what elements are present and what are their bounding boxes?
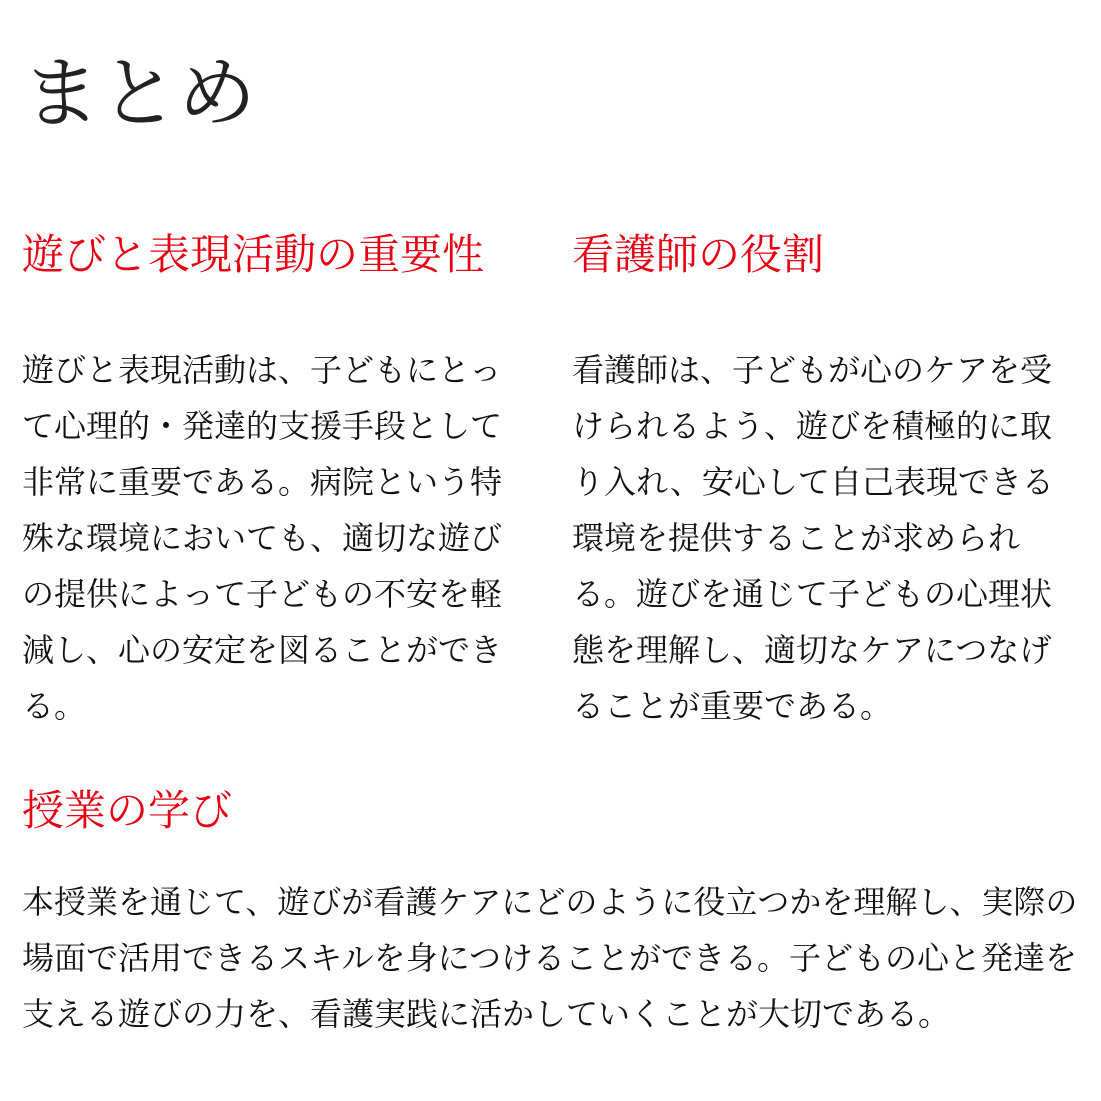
section-heading-nurse-role: 看護師の役割 [572, 230, 825, 279]
section-heading-learning: 授業の学び [22, 786, 233, 835]
section-heading-play: 遊びと表現活動の重要性 [22, 230, 485, 279]
page-title: まとめ [22, 49, 257, 139]
section-body-play: 遊びと表現活動は、子どもにとって心理的・発達的支援手段として非常に重要である。病院という特殊な環境においても、適切な遊びの提供によって子どもの不安を軽減し、心の安定を図ることができる。 [22, 351, 503, 725]
section-body-nurse-role: 看護師は、子どもが心のケアを受けられるよう、遊びを積極的に取り入れ、安心して自己表現できる環境を提供することが求められる。遊びを通じて子どもの心理状態を理解し、適切なケアにつなげることが重要である。 [572, 351, 1054, 725]
section-body-learning: 本授業を通じて、遊びが看護ケアにどのように役立つかを理解し、実際の場面で活用できるスキルを身につけることができる。子どもの心と発達を支える遊びの力を、看護実践に活かしていくことが大切である。 [22, 883, 1078, 1033]
